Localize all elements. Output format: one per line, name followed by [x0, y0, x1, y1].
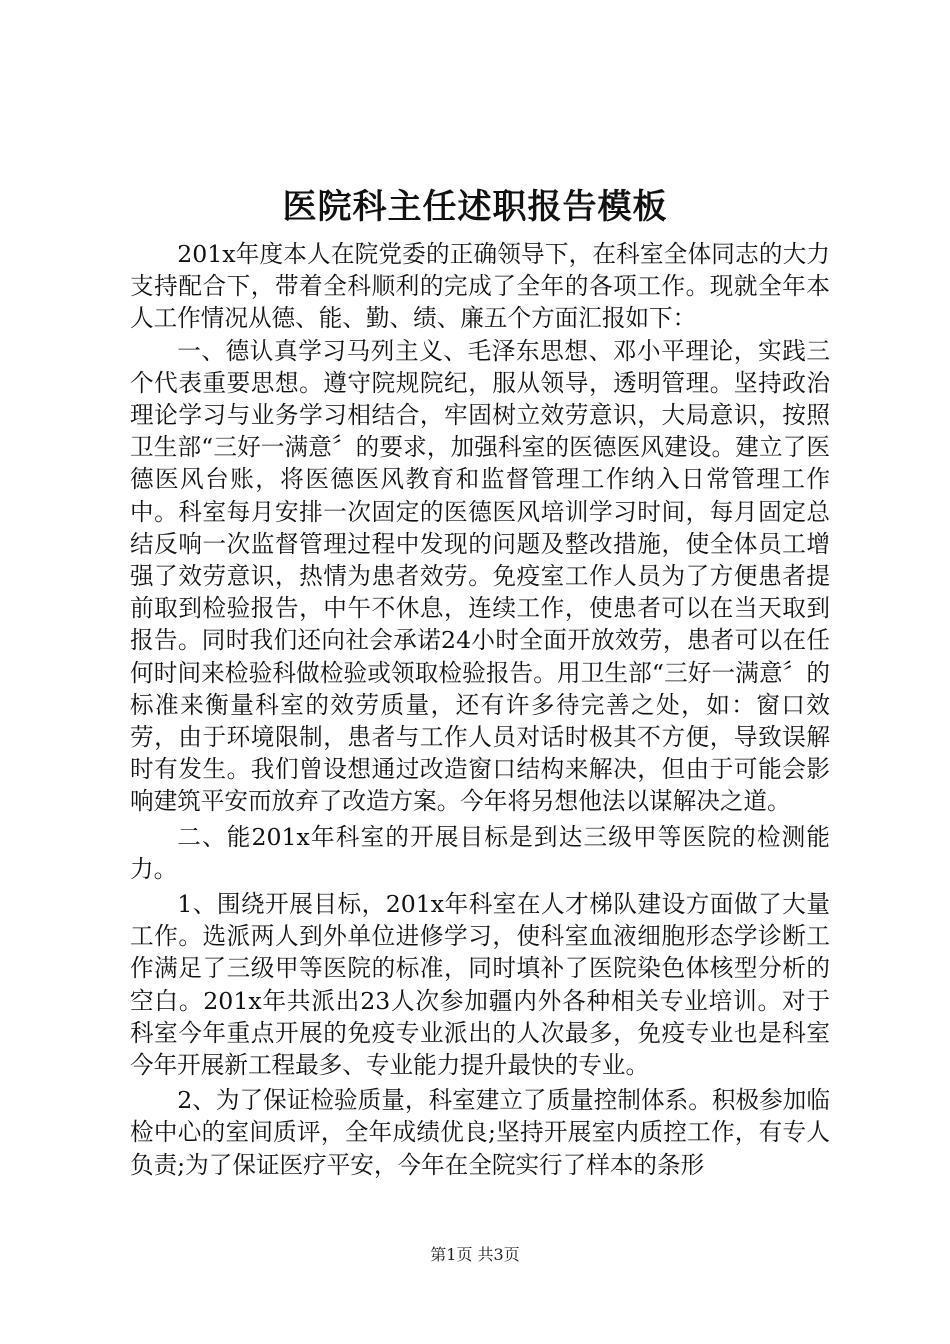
paragraph-quality: 2、为了保证检验质量，科室建立了质量控制体系。积极参加临检中心的室间质评，全年成绩优良;坚持开展室内质控工作，有专人负责;为了保证医疗平安，今年在全院实行了样本的条形 [130, 1086, 830, 1179]
paragraph-ability: 二、能201x年科室的开展目标是到达三级甲等医院的检测能力。 [130, 822, 830, 883]
paragraph-morality: 一、德认真学习马列主义、毛泽东思想、邓小平理论，实践三个代表重要思想。遵守院规院纪，服从领导，透明管理。坚持政治理论学习与业务学习相结合，牢固树立效劳意识，大局意识，按照卫生部“三好一满意〞的要求，加强科室的医德医风建设。建立了医德医风台账，将医德医风教育和监督管理工作纳入日常管理工作中。科室每月安排一次固定的医德医风培训学习时间，每月固定总结反响一次监督管理过程中发现的问题及整改措施，使全体员工增强了效劳意识，热情为患者效劳。免疫室工作人员为了方便患者提前取到检验报告，中午不休息，连续工作，使患者可以在当天取到报告。同时我们还向社会承诺24小时全面开放效劳，患者可以在任何时间来检验科做检验或领取检验报告。用卫生部“三好一满意〞的标准来衡量科室的效劳质量，还有许多待完善之处，如：窗口效劳，由于环境限制，患者与工作人员对话时极其不方便，导致误解时有发生。我们曾设想通过改造窗口结构来解决，但由于可能会影响建筑平安而放弃了改造方案。今年将另想他法以谋解决之道。 [130, 336, 830, 816]
document-body [130, 238, 830, 1181]
paragraph-intro: 201x年度本人在院党委的正确领导下，在科室全体同志的大力支持配合下，带着全科顺利的完成了全年的各项工作。现就全年本人工作情况从德、能、勤、绩、廉五个方面汇报如下： [130, 240, 830, 333]
document-title: 医院科主任述职报告模板 [282, 187, 668, 227]
page-footer: 第1页 共3页 [430, 1245, 520, 1264]
paragraph-talent: 1、围绕开展目标，201x年科室在人才梯队建设方面做了大量工作。选派两人到外单位进修学习，使科室血液细胞形态学诊断工作满足了三级甲等医院的标准，同时填补了医院染色体核型分析的空白。201x年共派出23人次参加疆内外各种相关专业培训。对于科室今年重点开展的免疫专业派出的人次最多，免疫专业也是科室今年开展新工程最多、专业能力提升最快的专业。 [130, 890, 830, 1080]
